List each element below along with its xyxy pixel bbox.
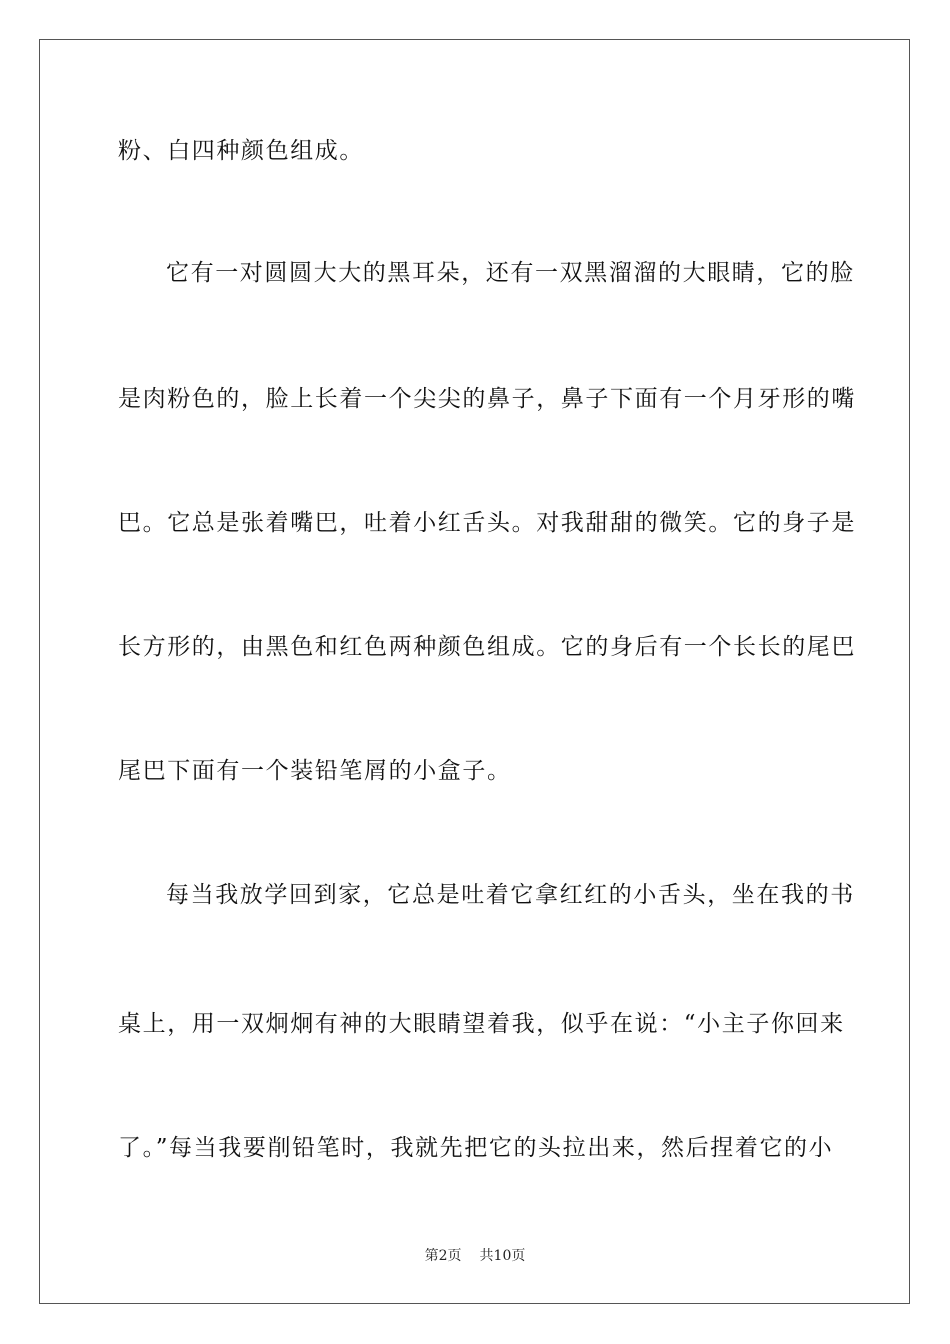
text-line: 是肉粉色的，脸上长着一个尖尖的鼻子，鼻子下面有一个月牙形的嘴 — [118, 386, 856, 412]
page-border — [39, 39, 910, 1304]
page-number: 第2页 — [424, 1248, 462, 1264]
text-line: 它有一对圆圆大大的黑耳朵，还有一双黑溜溜的大眼睛，它的脸 — [166, 260, 855, 286]
text-line: 长方形的，由黑色和红色两种颜色组成。它的身后有一个长长的尾巴 — [118, 634, 856, 660]
text-line: 尾巴下面有一个装铅笔屑的小盒子。 — [118, 758, 512, 784]
text-line: 了。”每当我要削铅笔时，我就先把它的头拉出来，然后捏着它的小 — [118, 1135, 834, 1161]
text-line: 粉、白四种颜色组成。 — [118, 138, 364, 164]
text-line: 每当我放学回到家，它总是吐着它拿红红的小舌头，坐在我的书 — [166, 882, 855, 908]
page-footer — [0, 1247, 950, 1265]
page-total: 共10页 — [479, 1248, 526, 1264]
text-line: 桌上，用一双炯炯有神的大眼睛望着我，似乎在说：“小主子你回来 — [118, 1011, 845, 1037]
text-line: 巴。它总是张着嘴巴，吐着小红舌头。对我甜甜的微笑。它的身子是 — [118, 510, 856, 536]
